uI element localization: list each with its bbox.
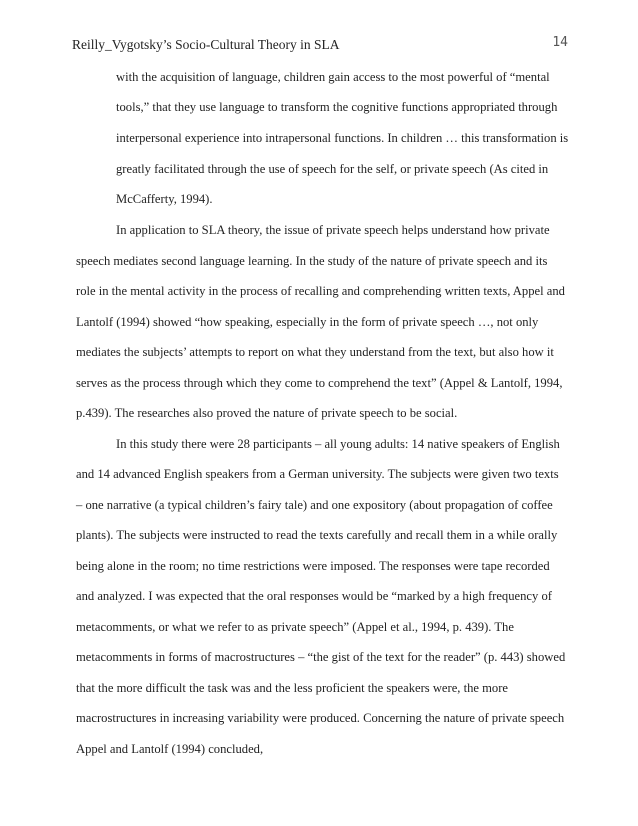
- text-line: speech mediates second language learning. In the study of the nature of private speech and its: [76, 254, 548, 268]
- text-line: serves as the process through which they come to comprehend the text” (Appel & Lantolf, 1994,: [76, 376, 563, 390]
- text-line: In application to SLA theory, the issue of private speech helps understand how private: [116, 223, 550, 237]
- text-line: plants). The subjects were instructed to read the texts carefully and recall them in a while orally: [76, 528, 558, 542]
- text-line: and analyzed. I was expected that the oral responses would be “marked by a high frequency of: [76, 589, 552, 603]
- text-line: macrostructures in increasing variability were produced. Concerning the nature of private speech: [76, 711, 565, 725]
- text-line: that the more difficult the task was and the less proficient the speakers were, the more: [76, 681, 509, 695]
- text-line: being alone in the room; no time restrictions were imposed. The responses were tape recorded: [76, 559, 550, 573]
- text-line: McCafferty, 1994).: [116, 192, 213, 206]
- text-line: greatly facilitated through the use of speech for the self, or private speech (As cited in: [116, 162, 549, 176]
- text-line: In this study there were 28 participants – all young adults: 14 native speakers of English: [116, 437, 560, 451]
- text-line: tools,” that they use language to transform the cognitive functions appropriated through: [116, 100, 558, 114]
- text-line: with the acquisition of language, children gain access to the most powerful of “mental: [116, 70, 550, 84]
- text-line: Lantolf (1994) showed “how speaking, especially in the form of private speech …, not only: [76, 315, 539, 329]
- running-title: Reilly_Vygotsky’s Socio-Cultural Theory in SLA: [72, 37, 340, 52]
- text-line: Appel and Lantolf (1994) concluded,: [76, 742, 264, 756]
- text-line: and 14 advanced English speakers from a German university. The subjects were given two texts: [76, 467, 559, 481]
- text-line: p.439). The researches also proved the nature of private speech to be social.: [76, 406, 458, 420]
- text-line: metacomments in forms of macrostructures – “the gist of the text for the reader” (p. 443) showed: [76, 650, 566, 664]
- text-line: – one narrative (a typical children’s fairy tale) and one expository (about propagation of coffee: [76, 498, 553, 512]
- page-number: 14: [552, 35, 568, 50]
- text-line: interpersonal experience into intrapersonal functions. In children … this transformation is: [116, 131, 569, 145]
- text-line: mediates the subjects’ attempts to report on what they understand from the text, but also how it: [76, 345, 554, 359]
- text-line: role in the mental activity in the process of recalling and comprehending written texts, Appel and: [76, 284, 565, 298]
- text-line: metacomments, or what we refer to as private speech” (Appel et al., 1994, p. 439). The: [76, 620, 514, 634]
